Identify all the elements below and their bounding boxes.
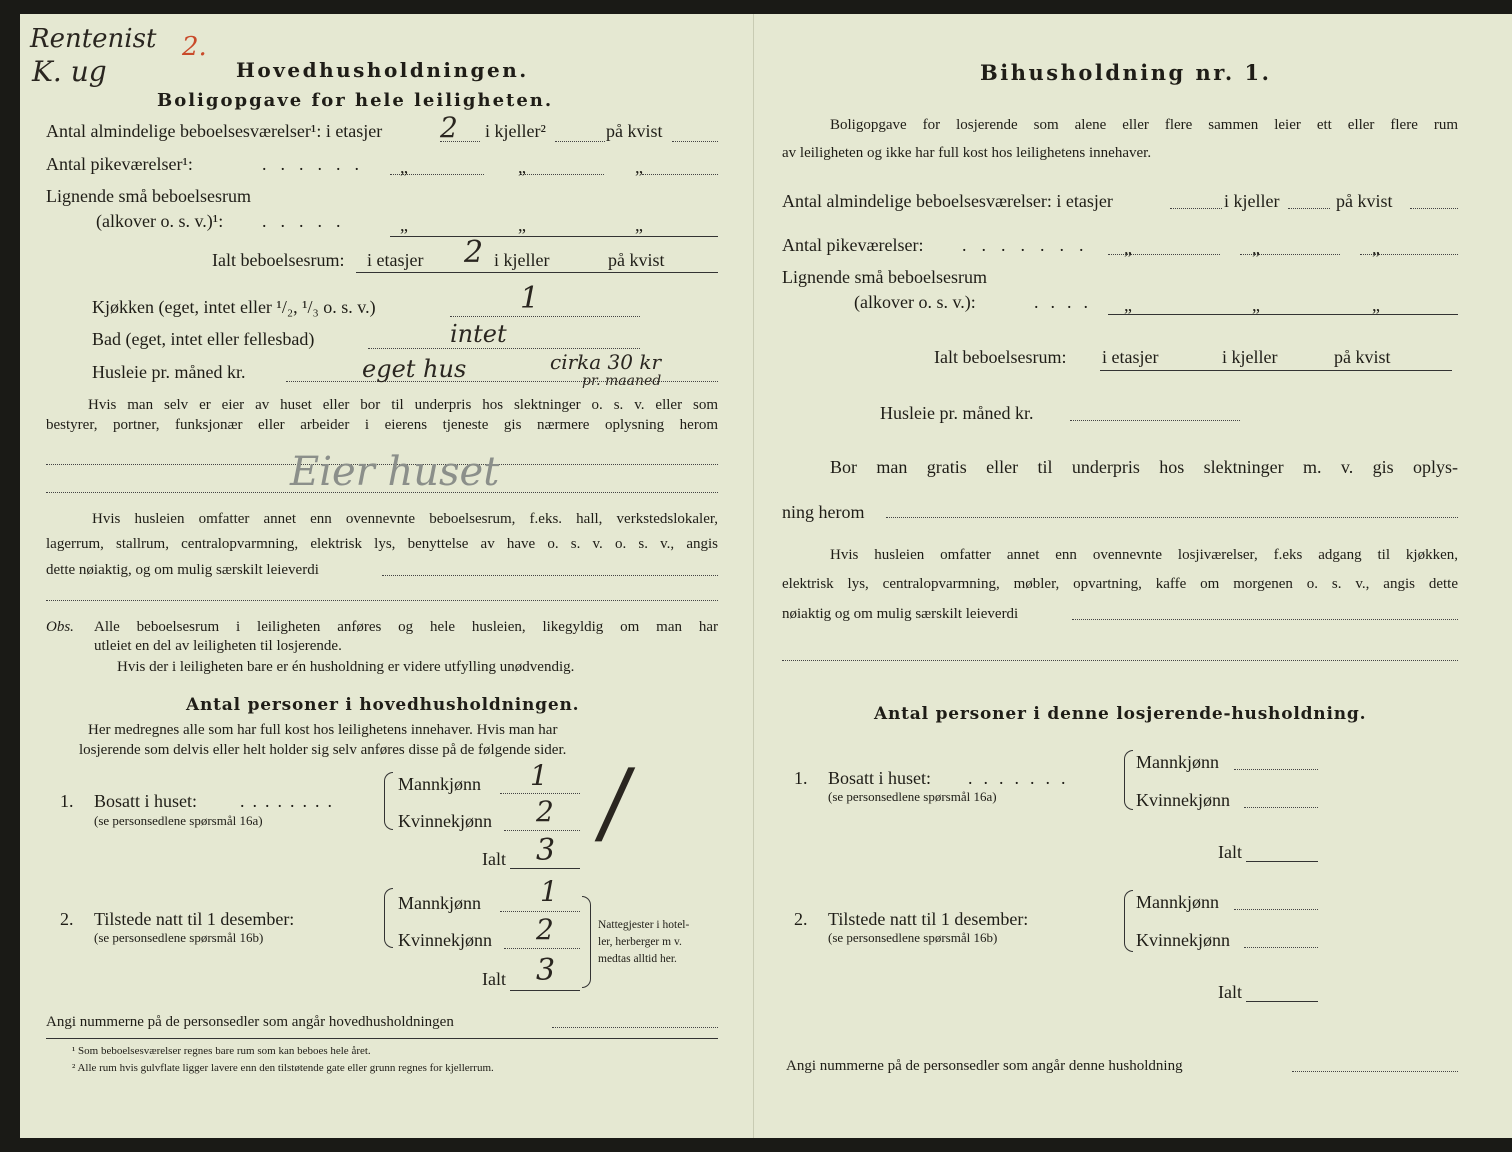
right-bosatt-mann-field[interactable]: [1234, 769, 1318, 770]
right-pike-ditto-1: „: [1124, 238, 1132, 258]
right-bosatt-num: 1.: [794, 768, 808, 788]
right-pike-ditto-2: „: [1252, 238, 1260, 258]
right-rooms-etasjer-field[interactable]: [1170, 208, 1222, 209]
right-omfatter-1: Hvis husleien omfatter annet enn ovennevnte losjiværelser, f.eks adgang til kjøkken,: [830, 547, 1458, 563]
left-tilstede-kvinne-value: 2: [536, 913, 554, 946]
right-tilstede-label: Tilstede natt til 1 desember:: [828, 909, 1029, 929]
right-gratis-field[interactable]: [886, 517, 1458, 518]
left-angi-field[interactable]: [552, 1027, 718, 1028]
left-tilstede-kvinne-field[interactable]: [504, 948, 580, 949]
right-bosatt-ialt-label: Ialt: [1218, 842, 1242, 862]
right-rooms-label: Antal almindelige beboelsesværelser: i etasjer: [782, 191, 1113, 211]
rooms-etasjer-value: 2: [440, 111, 458, 144]
right-tilstede-kvinne-label: Kvinnekjønn: [1136, 930, 1230, 950]
left-tilstede-mann-field[interactable]: [500, 911, 580, 912]
left-bosatt-kvinne-field[interactable]: [504, 830, 580, 831]
right-rooms-kjeller-label: i kjeller: [1224, 191, 1280, 211]
right-tilstede-kvinne-field[interactable]: [1244, 947, 1318, 948]
left-omfatter-field-1[interactable]: [382, 575, 718, 576]
check-mark: /: [592, 750, 638, 855]
right-bosatt-leader: .......: [968, 768, 1077, 788]
footnote-rule: [46, 1038, 718, 1039]
right-tilstede-ialt-label: Ialt: [1218, 982, 1242, 1002]
margin-note-line1: Rentenist: [30, 24, 157, 54]
left-tilstede-ialt-label: Ialt: [482, 969, 506, 989]
nattegjester-3: medtas alltid her.: [598, 953, 677, 965]
nattegjester-1: Nattegjester i hotel-: [598, 919, 690, 931]
left-bosatt-leader: ........: [240, 791, 340, 811]
right-tilstede-num: 2.: [794, 909, 808, 929]
right-rooms-kvist-label: på kvist: [1336, 191, 1393, 211]
lignende-ditto-3: „: [635, 215, 643, 235]
kjokken-label: Kjøkken (eget, intet eller ¹/₂, ¹/₃ o. s. v.): [92, 297, 376, 317]
left-title: Hovedhusholdningen.: [236, 58, 529, 82]
obs-line-1: Alle beboelsesrum i leiligheten anføres og hele husleien, likegyldig om man har: [94, 619, 718, 635]
right-husleie-label: Husleie pr. måned kr.: [880, 403, 1034, 423]
left-bosatt-kvinne-label: Kvinnekjønn: [398, 811, 492, 831]
left-bosatt-brace: [384, 772, 393, 830]
right-lignende-field-line[interactable]: [1108, 314, 1458, 315]
right-omfatter-2: elektrisk lys, centralopvarmning, møbler, opvartning, kaffe om morgenen o. s. v., angis dette: [782, 576, 1458, 592]
ialt-underline[interactable]: [356, 272, 718, 273]
eier-value: Eier huset: [290, 449, 500, 495]
rooms-label: Antal almindelige beboelsesværelser¹: i etasjer: [46, 121, 383, 141]
right-ialt-underline[interactable]: [1100, 370, 1452, 371]
left-tilstede-right-brace: [582, 896, 591, 988]
left-tilstede-brace: [384, 888, 393, 948]
right-ialt-etasjer-label: i etasjer: [1102, 347, 1159, 367]
right-bosatt-label: Bosatt i huset:: [828, 768, 931, 788]
pike-kvist-field[interactable]: [642, 174, 718, 175]
right-tilstede-mann-field[interactable]: [1234, 909, 1318, 910]
right-bosatt-kvinne-label: Kvinnekjønn: [1136, 790, 1230, 810]
right-rooms-kvist-field[interactable]: [1410, 208, 1458, 209]
pike-ditto-2: „: [518, 157, 526, 177]
right-intro-2: av leiligheten og ikke har full kost hos leilighetens innehaver.: [782, 145, 1152, 161]
rooms-kvist-field[interactable]: [672, 141, 718, 142]
right-omfatter-field-1[interactable]: [1072, 619, 1458, 620]
page-fold: [753, 14, 754, 1138]
right-pike-label: Antal pikeværelser:: [782, 235, 924, 255]
left-omfatter-2: lagerrum, stallrum, centralopvarmning, elektrisk lys, benyttelse av have o. s. v. o. s. v., angis: [46, 536, 718, 552]
left-tilstede-kvinne-label: Kvinnekjønn: [398, 930, 492, 950]
lignende-ditto-2: „: [518, 215, 526, 235]
ialt-label: Ialt beboelsesrum:: [212, 250, 345, 270]
left-tilstede-mann-label: Mannkjønn: [398, 893, 481, 913]
right-bosatt-brace: [1124, 750, 1133, 810]
left-bosatt-label: Bosatt i huset:: [94, 791, 197, 811]
right-lignende-ditto-3: „: [1372, 295, 1380, 315]
kjokken-field[interactable]: [450, 316, 640, 317]
right-gratis-1: Bor man gratis eller til underpris hos slektninger m. v. gis oplys-: [830, 457, 1458, 477]
left-persons-intro-1: Her medregnes alle som har full kost hos leilighetens innehaver. Hvis man har: [88, 722, 558, 738]
left-bosatt-mann-field[interactable]: [500, 793, 580, 794]
obs-line-3: Hvis der i leiligheten bare er én husholdning er videre utfylling unødvendig.: [117, 659, 575, 675]
margin-note-mark: 2.: [182, 32, 207, 62]
right-intro-1: Boligopgave for losjerende som alene eller flere sammen leier ett eller flere rum: [830, 117, 1458, 133]
left-bosatt-ialt-value: 3: [536, 833, 556, 868]
left-omfatter-1: Hvis husleien omfatter annet enn ovennevnte beboelsesrum, f.eks. hall, verkstedslokaler,: [92, 511, 718, 527]
left-bosatt-sub: (se personsedlene spørsmål 16a): [94, 813, 263, 828]
lignende-label-2: (alkover o. s. v.)¹:: [96, 211, 224, 231]
bad-value: intet: [450, 320, 507, 348]
left-bosatt-num: 1.: [60, 791, 74, 811]
left-tilstede-mann-value: 1: [540, 875, 558, 908]
left-angi-label: Angi nummerne på de personsedler som angår hovedhusholdningen: [46, 1014, 454, 1030]
left-bosatt-ialt-label: Ialt: [482, 849, 506, 869]
right-pike-leader: .......: [962, 235, 1099, 255]
lignende-leader-dots: .....: [262, 211, 355, 231]
husleie-note-2: pr. maaned: [582, 373, 662, 389]
footnote-2: ² Alle rum hvis gulvflate ligger lavere enn den tilstøtende gate eller grunn regnes for kjellerrum.: [72, 1062, 494, 1074]
right-lignende-2: (alkover o. s. v.):: [854, 292, 976, 312]
right-angi-field[interactable]: [1292, 1071, 1458, 1072]
left-bosatt-kvinne-value: 2: [536, 795, 554, 828]
rooms-kjeller-label: i kjeller²: [485, 121, 546, 141]
right-lignende-1: Lignende små beboelsesrum: [782, 267, 987, 287]
ialt-etasjer-value: 2: [464, 235, 484, 270]
pike-label: Antal pikeværelser¹:: [46, 154, 193, 174]
nattegjester-2: ler, herberger m v.: [598, 936, 682, 948]
right-title: Bihusholdning nr. 1.: [980, 60, 1272, 85]
right-tilstede-mann-label: Mannkjønn: [1136, 892, 1219, 912]
right-ialt-label: Ialt beboelsesrum:: [934, 347, 1067, 367]
left-persons-intro-2: losjerende som delvis eller helt holder sig selv anføres disse på de følgende sider.: [79, 742, 567, 758]
husleie-label: Husleie pr. måned kr.: [92, 362, 246, 382]
left-tilstede-ialt-value: 3: [536, 953, 556, 988]
left-bosatt-mann-label: Mannkjønn: [398, 774, 481, 794]
left-bosatt-ialt-field[interactable]: [510, 868, 580, 869]
right-ialt-kvist-label: på kvist: [1334, 347, 1391, 367]
right-omfatter-field-2[interactable]: [782, 660, 1458, 661]
right-persons-title: Antal personer i denne losjerende-husholdning.: [874, 704, 1367, 724]
left-omfatter-3: dette nøiaktig, og om mulig særskilt leieverdi: [46, 562, 319, 578]
left-tilstede-label: Tilstede natt til 1 desember:: [94, 909, 295, 929]
lignende-label-1: Lignende små beboelsesrum: [46, 186, 251, 206]
right-tilstede-sub: (se personsedlene spørsmål 16b): [828, 930, 998, 945]
left-subtitle: Boligopgave for hele leiligheten.: [157, 90, 554, 111]
left-tilstede-sub: (se personsedlene spørsmål 16b): [94, 930, 264, 945]
right-bosatt-kvinne-field[interactable]: [1244, 807, 1318, 808]
left-tilstede-num: 2.: [60, 909, 74, 929]
pike-ditto-1: „: [400, 157, 408, 177]
left-omfatter-field-2[interactable]: [46, 600, 718, 601]
right-gratis-2: ning herom: [782, 502, 865, 522]
footnote-1: ¹ Som beboelsesværelser regnes bare rum som kan beboes hele året.: [72, 1045, 371, 1057]
pike-leader-dots: ......: [262, 154, 373, 174]
rooms-kjeller-field[interactable]: [555, 141, 605, 142]
eier-text-2: bestyrer, portner, funksjonær eller arbeider i eierens tjeneste gis nærmere oplysning herom: [46, 417, 718, 433]
rooms-kvist-label: på kvist: [606, 121, 663, 141]
right-angi-label: Angi nummerne på de personsedler som angår denne husholdning: [786, 1058, 1183, 1074]
eier-text-1: Hvis man selv er eier av huset eller bor til underpris hos slektninger o. s. v. eller som: [88, 397, 718, 413]
right-lignende-ditto-2: „: [1252, 295, 1260, 315]
kjokken-value: 1: [520, 281, 540, 316]
bad-label: Bad (eget, intet eller fellesbad): [92, 329, 315, 349]
right-tilstede-ialt-field[interactable]: [1246, 1001, 1318, 1002]
right-bosatt-ialt-field[interactable]: [1246, 861, 1318, 862]
right-lignende-ditto-1: „: [1124, 295, 1132, 315]
lignende-field-line[interactable]: [390, 236, 718, 237]
pike-kjeller-field[interactable]: [520, 174, 604, 175]
husleie-note-1: cirka 30 kr: [550, 350, 662, 374]
husleie-value: eget hus: [362, 355, 467, 383]
right-ialt-kjeller-label: i kjeller: [1222, 347, 1278, 367]
obs-line-2: utleiet en del av leiligheten til losjerende.: [94, 638, 342, 654]
right-bosatt-sub: (se personsedlene spørsmål 16a): [828, 789, 997, 804]
right-tilstede-brace: [1124, 890, 1133, 952]
ialt-etasjer-label: i etasjer: [367, 250, 424, 270]
right-bosatt-mann-label: Mannkjønn: [1136, 752, 1219, 772]
right-rooms-kjeller-field[interactable]: [1288, 208, 1330, 209]
lignende-ditto-1: „: [400, 215, 408, 235]
bad-field[interactable]: [368, 348, 640, 349]
pike-ditto-3: „: [635, 157, 643, 177]
left-tilstede-ialt-field[interactable]: [510, 990, 580, 991]
left-bosatt-mann-value: 1: [530, 759, 548, 792]
left-persons-title: Antal personer i hovedhusholdningen.: [186, 695, 580, 715]
ialt-kvist-label: på kvist: [608, 250, 665, 270]
right-pike-ditto-3: „: [1372, 238, 1380, 258]
right-omfatter-3: nøiaktig og om mulig særskilt leieverdi: [782, 606, 1019, 622]
right-lignende-leader: ....: [1034, 292, 1100, 312]
obs-label: Obs.: [46, 619, 74, 635]
margin-note-line2: K. ug: [32, 55, 107, 88]
ialt-kjeller-label: i kjeller: [494, 250, 550, 270]
right-husleie-field[interactable]: [1070, 420, 1240, 421]
